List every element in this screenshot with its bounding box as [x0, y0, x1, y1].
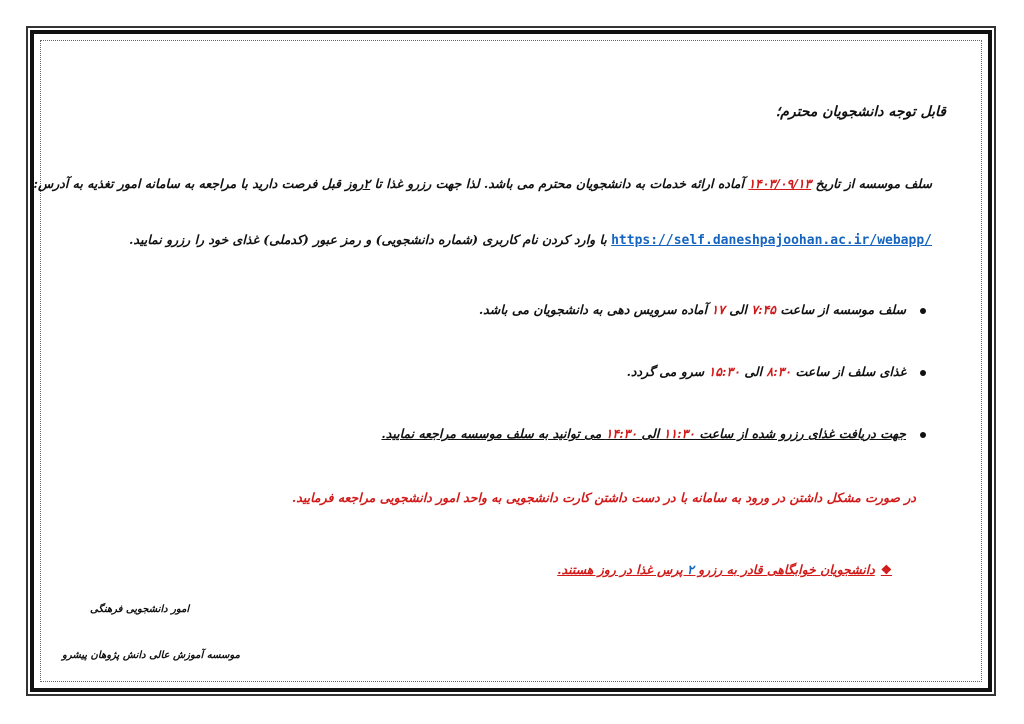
diamond-star-icon: ❖	[880, 562, 892, 577]
bullet-text: الی	[724, 302, 752, 317]
signature-department: امور دانشجویی فرهنگی	[90, 604, 190, 615]
list-item	[381, 426, 926, 441]
red-notice: در صورت مشکل داشتن در ورود به سامانه با در دست داشتن کارت دانشجویی به واحد امور دانشجویی مراجعه فرمایید.	[291, 490, 916, 505]
bullet-icon	[920, 308, 926, 314]
time-end: ۱۷	[711, 302, 725, 317]
dorm-notice	[557, 562, 892, 577]
bullet-text: جهت دریافت غذای رزرو شده از ساعت	[695, 426, 906, 441]
time-end: ۱۵:۳۰	[708, 364, 740, 379]
time-start: ۸:۳۰	[766, 364, 792, 379]
bullet-text: آماده سرویس دهی به دانشجویان می باشد.	[478, 302, 712, 317]
dorm-count: ۲	[687, 562, 694, 577]
bullet-text: سلف موسسه از ساعت	[776, 302, 906, 317]
webapp-link[interactable]: https://self.daneshpajoohan.ac.ir/webapp/	[611, 233, 932, 248]
p1-part3: قبل فرصت دارید با مراجعه به سامانه امور تغذیه به آدرس:	[33, 176, 346, 191]
dorm-text: دانشجویان خوابگاهی قادر به رزرو	[693, 562, 875, 577]
paragraph-reservation-info	[33, 176, 932, 191]
bullet-text: غذای سلف از ساعت	[791, 364, 906, 379]
time-start: ۷:۴۵	[751, 302, 777, 317]
bullet-icon	[920, 370, 926, 376]
signature-institute: موسسه آموزش عالی دانش پژوهان پیشرو	[62, 650, 240, 661]
start-date: ۱۴۰۳/۰۹/۱۳	[748, 176, 812, 191]
time-end: ۱۴:۳۰	[605, 426, 638, 441]
bullet-icon	[920, 432, 926, 438]
notice-heading: قابل توجه دانشجویان محترم؛	[775, 104, 946, 120]
bullet-text: سرو می گردد.	[626, 364, 709, 379]
list-item	[479, 302, 926, 317]
p1-part2: آماده ارائه خدمات به دانشجویان محترم می باشد. لذا جهت رزرو غذا تا	[370, 176, 749, 191]
bullet-text: الی	[637, 426, 664, 441]
list-item	[627, 364, 926, 379]
bullet-text: می توانید به سلف موسسه مراجعه نمایید.	[381, 426, 606, 441]
page-border	[30, 30, 992, 692]
p1-part1: سلف موسسه از تاریخ	[811, 176, 932, 191]
time-start: ۱۱:۳۰	[663, 426, 696, 441]
bullet-text: الی	[739, 364, 767, 379]
reservation-days: ۲روز	[345, 176, 371, 191]
page-border-inner	[40, 40, 982, 682]
p2-text: با وارد کردن نام کاربری (شماره دانشجویی) و رمز عبور (کدملی) غذای خود را رزرو نمایید.	[129, 232, 612, 247]
dorm-text: پرس غذا در روز هستند.	[557, 562, 688, 577]
paragraph-login-info	[129, 232, 932, 248]
